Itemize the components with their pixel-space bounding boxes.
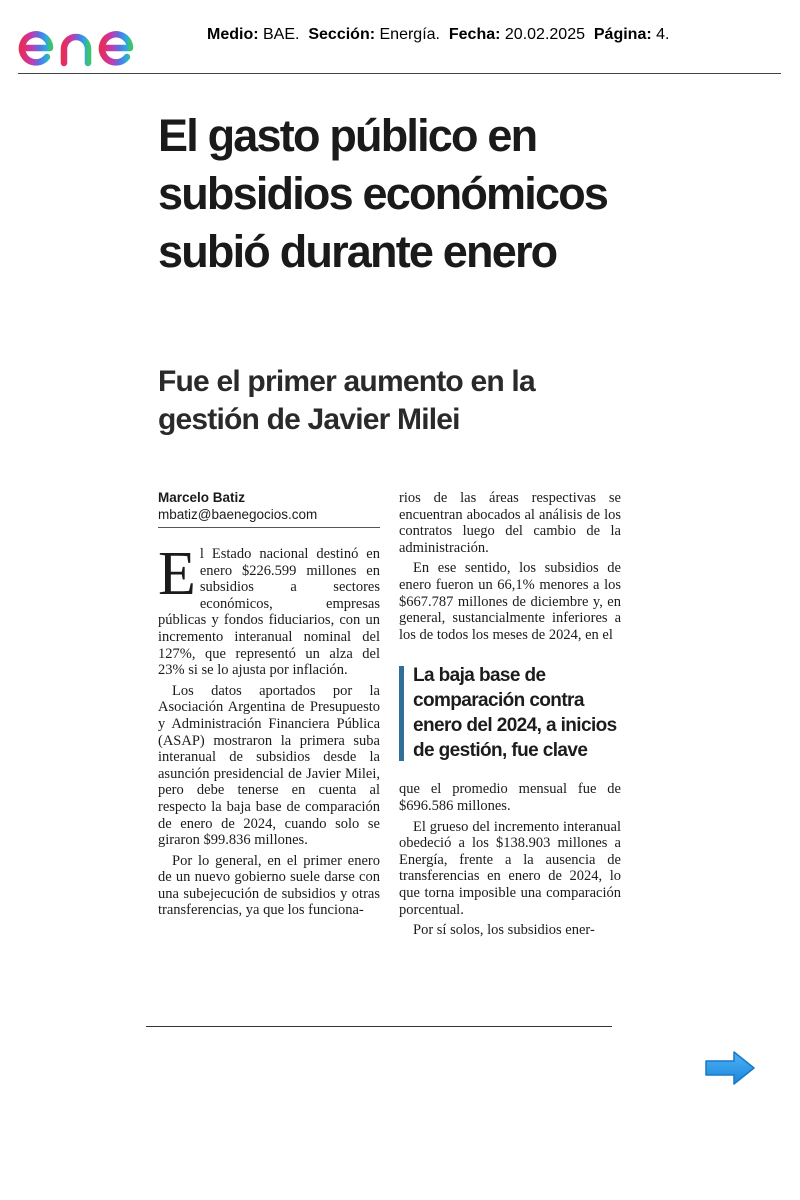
clipping-meta	[207, 26, 669, 44]
article-subheadline: Fue el primer aumento en la gestión de Javier Milei	[158, 365, 535, 436]
article-column-left	[158, 490, 380, 923]
drop-cap: E	[158, 540, 196, 608]
article-headline: El gasto público en subsidios económicos subió durante enero	[158, 110, 608, 277]
author-email: mbatiz@baenegocios.com	[158, 506, 380, 528]
article-paragraph: En ese sentido, los subsidios de enero fueron un 66,1% menores a los $667.787 millones de diciembre y, en general, sustancialmente inferiores a los de todos los meses de 2024, en el	[399, 560, 621, 643]
article-paragraph: rios de las áreas respectivas se encuentran abocados al análisis de los contratos luego del cambio de la administración.	[399, 490, 621, 556]
article-column-right	[399, 490, 621, 943]
enel-logo	[14, 8, 174, 68]
footer-divider	[146, 1026, 612, 1027]
article-paragraph: que el promedio mensual fue de $696.586 millones.	[399, 781, 621, 814]
pull-quote: La baja base de comparación contra enero del 2024, a inicios de gestión, fue clave	[399, 663, 621, 763]
article-paragraph: El grueso del incremento interanual obedeció a los $138.903 millones a Energía, frente a la ausencia de transferencias en enero de 2024, lo que torna imposible una comparación porcentual.	[399, 818, 621, 918]
pagina-label: Página:	[593, 26, 652, 43]
article-paragraph: Los datos aportados por la Asociación Argentina de Presupuesto y Administración Financiera Pública (ASAP) mostraron la primera suba interanual de subsidios desde la asunción presidencial de Javier Milei, pero debe tenerse en cuenta al respecto la baja base de comparación de enero de 2024, cuando solo se giraron $99.836 millones.	[158, 682, 380, 849]
fecha-label: Fecha:	[448, 26, 501, 43]
article-paragraph: Por lo general, en el primer enero de un nuevo gobierno suele darse con una subejecución de subsidios y otras transferencias, ya que los funciona-	[158, 852, 380, 919]
arrow-right-icon[interactable]	[704, 1050, 756, 1086]
medio-value: BAE.	[263, 26, 300, 43]
seccion-value: Energía.	[379, 26, 440, 43]
header-divider	[18, 73, 781, 74]
article-paragraph: El Estado nacional destinó en enero $226.599 millones en subsidios a sectores económicos, empresas públicas y fondos fiduciarios, con un incremento interanual nominal del 127%, que representó un alza del 23% si se lo ajusta por inflación.	[158, 540, 380, 679]
seccion-label: Sección:	[308, 26, 376, 43]
fecha-value: 20.02.2025	[504, 26, 585, 43]
pagina-value: 4.	[656, 26, 670, 43]
author-name: Marcelo Batiz	[158, 490, 246, 505]
medio-label: Medio:	[207, 26, 259, 43]
article-paragraph: Por sí solos, los subsidios ener-	[413, 922, 595, 939]
